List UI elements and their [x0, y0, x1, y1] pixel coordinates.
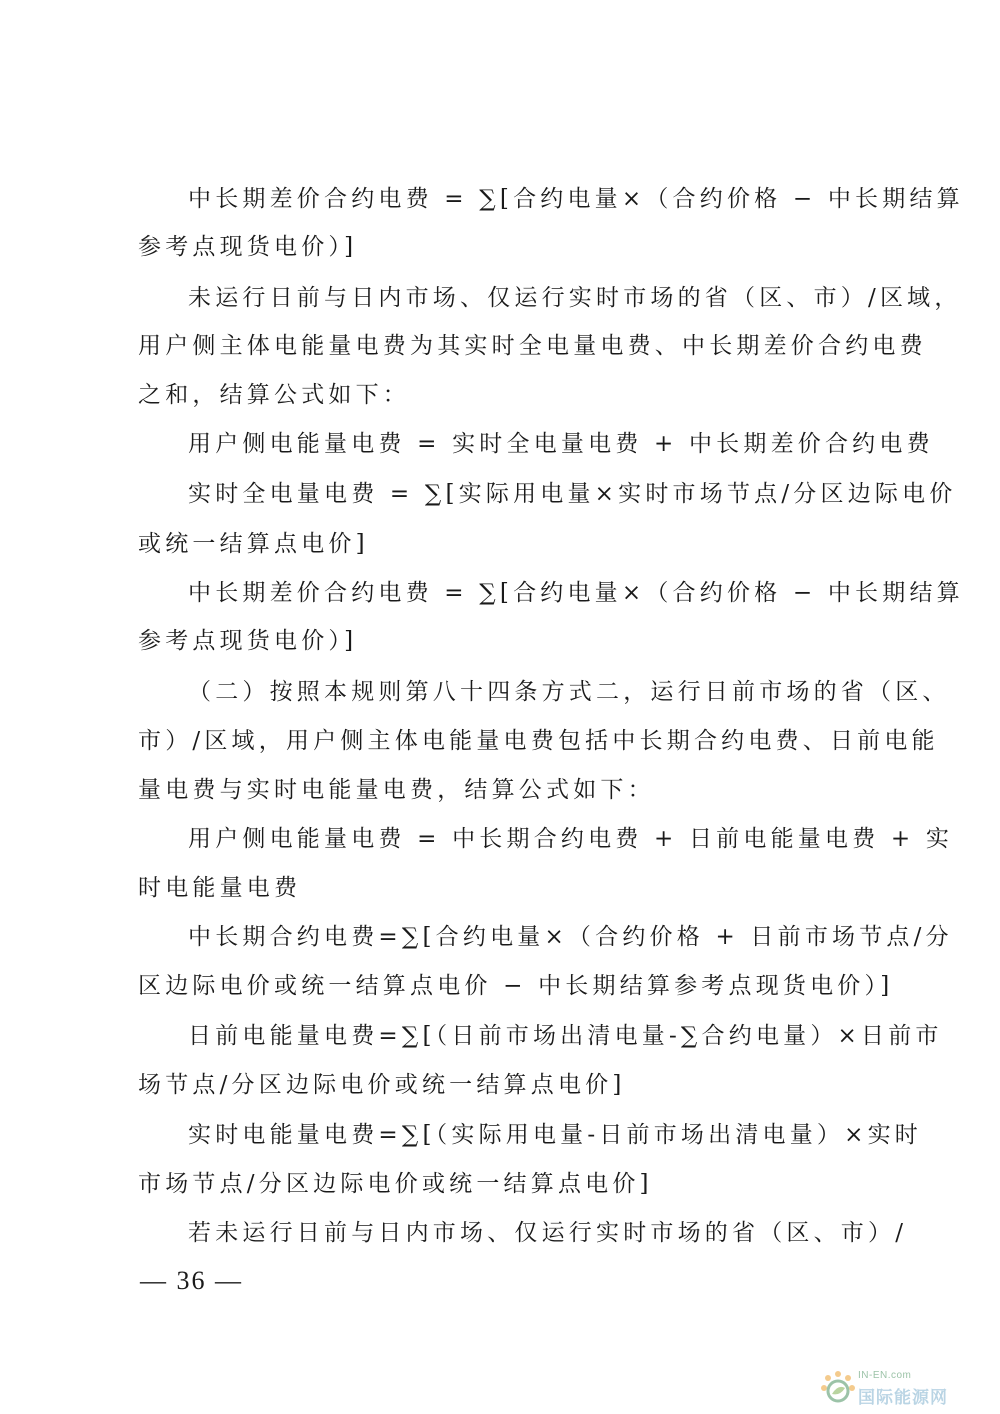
text-line: 用户侧电能量电费 = 实时全电量电费 + 中长期差价合约电费: [188, 431, 934, 457]
text-line: （二）按照本规则第八十四条方式二，运行日前市场的省（区、: [188, 679, 950, 705]
text-line: 或统一结算点电价]: [138, 531, 369, 557]
text-line: 用户侧主体电能量电费为其实时全电量电费、中长期差价合约电费: [138, 333, 927, 359]
sun-leaf-logo-icon: [820, 1370, 856, 1406]
text-line: 实时全电量电费 = ∑[实际用电量×实时市场节点/分区边际电价: [188, 481, 957, 507]
text-line: 参考点现货电价）]: [138, 628, 358, 654]
text-line: 量电费与实时电能量电费，结算公式如下：: [138, 777, 655, 803]
text-line: 时电能量电费: [138, 875, 302, 901]
text-line: 场节点/分区边际电价或统一结算点电价]: [138, 1072, 626, 1098]
text-line: 用户侧电能量电费 = 中长期合约电费 + 日前电能量电费 + 实: [188, 826, 954, 852]
watermark-logo: [816, 1368, 986, 1408]
text-line: 市场节点/分区边际电价或统一结算点电价]: [138, 1171, 653, 1197]
text-line: 参考点现货电价）]: [138, 234, 358, 260]
text-line: 中长期合约电费=∑[合约电量×（合约价格 + 日前市场节点/分: [188, 924, 953, 950]
text-line: 未运行日前与日内市场、仅运行实时市场的省（区、市）/区域，: [188, 285, 962, 311]
text-line: 中长期差价合约电费 = ∑[合约电量×（合约价格 − 中长期结算: [188, 186, 964, 212]
text-line: 之和，结算公式如下：: [138, 382, 410, 408]
text-line: 区边际电价或统一结算点电价 − 中长期结算参考点现货电价）]: [138, 973, 894, 999]
watermark-brand-cn: 国际能源网: [858, 1388, 948, 1408]
text-line: 日前电能量电费=∑[（日前市场出清电量-∑合约电量）×日前市: [188, 1023, 943, 1049]
watermark-brand: IN-EN.com: [858, 1370, 912, 1381]
text-line: 实时电能量电费=∑[（实际用电量-日前市场出清电量）×实时: [188, 1122, 923, 1148]
page-number: — 36 —: [140, 1266, 243, 1295]
text-line: 市）/区域，用户侧主体电能量电费包括中长期合约电费、日前电能: [138, 728, 939, 754]
text-line: 若未运行日前与日内市场、仅运行实时市场的省（区、市）/: [188, 1220, 908, 1246]
text-line: 中长期差价合约电费 = ∑[合约电量×（合约价格 − 中长期结算: [188, 580, 964, 606]
